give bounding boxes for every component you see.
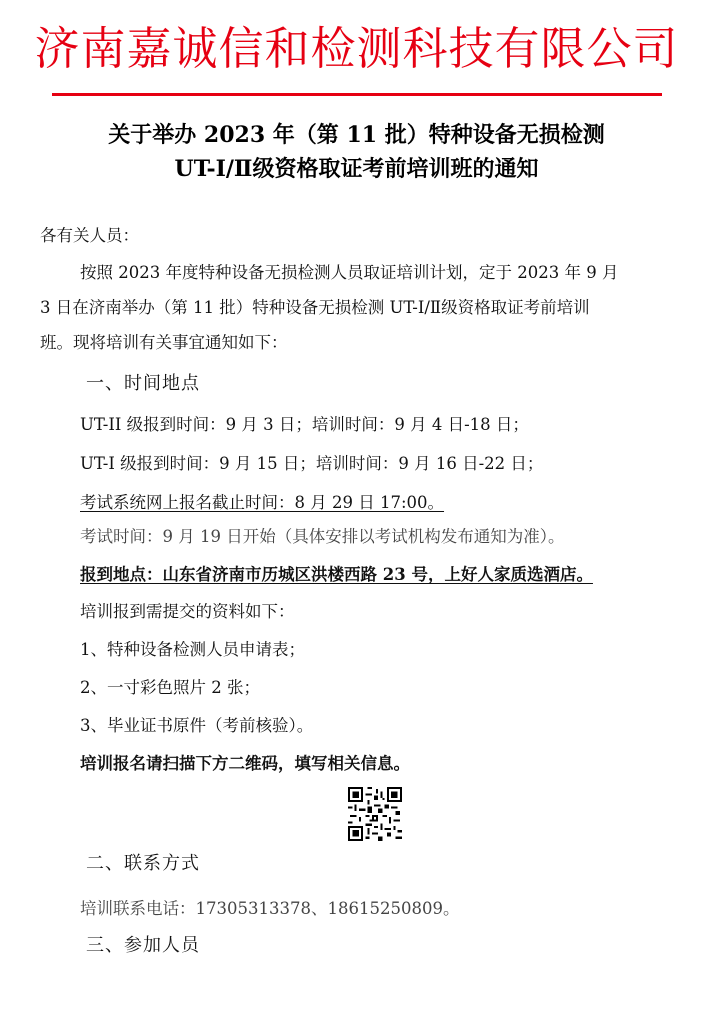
document-title-line1: 关于举办 2023 年（第 11 批）特种设备无损检测 xyxy=(108,122,605,148)
contact-phone: 培训联系电话：17305313378、18615250809。 xyxy=(80,899,460,918)
materials-heading: 培训报到需提交的资料如下： xyxy=(80,602,295,621)
section2-heading: 二、联系方式 xyxy=(86,853,200,874)
report-location: 报到地点：山东省济南市历城区洪楼西路 23 号，上好人家质选酒店。 xyxy=(80,565,593,584)
materials-item-3: 3、毕业证书原件（考前核验）。 xyxy=(80,716,314,735)
qr-instruction: 培训报名请扫描下方二维码，填写相关信息。 xyxy=(80,754,410,773)
section3-heading: 三、参加人员 xyxy=(86,935,200,956)
registration-deadline: 考试系统网上报名截止时间：8 月 29 日 17:00。 xyxy=(80,493,445,512)
registration-qr-code[interactable] xyxy=(348,787,402,841)
section1-heading: 一、时间地点 xyxy=(86,373,200,394)
company-header: 济南嘉诚信和检测科技有限公司 xyxy=(34,22,679,75)
intro-line-3: 班。现将培训有关事宜通知如下： xyxy=(40,333,288,352)
intro-line-1: 按照 2023 年度特种设备无损检测人员取证培训计划，定于 2023 年 9 月 xyxy=(80,263,619,282)
document-title-line2: UT-I/Ⅱ级资格取证考前培训班的通知 xyxy=(174,156,539,182)
exam-time: 考试时间：9 月 19 日开始（具体安排以考试机构发布通知为准）。 xyxy=(80,527,565,546)
ut2-schedule: UT-II 级报到时间：9 月 3 日；培训时间：9 月 4 日-18 日； xyxy=(80,415,529,434)
ut1-schedule: UT-I 级报到时间：9 月 15 日；培训时间：9 月 16 日-22 日； xyxy=(80,454,544,473)
salutation: 各有关人员： xyxy=(40,226,139,245)
intro-line-2: 3 日在济南举办（第 11 批）特种设备无损检测 UT-I/Ⅱ级资格取证考前培训 xyxy=(40,298,590,317)
materials-item-2: 2、一寸彩色照片 2 张； xyxy=(80,678,260,697)
materials-item-1: 1、特种设备检测人员申请表； xyxy=(80,640,305,659)
header-divider xyxy=(52,93,662,96)
